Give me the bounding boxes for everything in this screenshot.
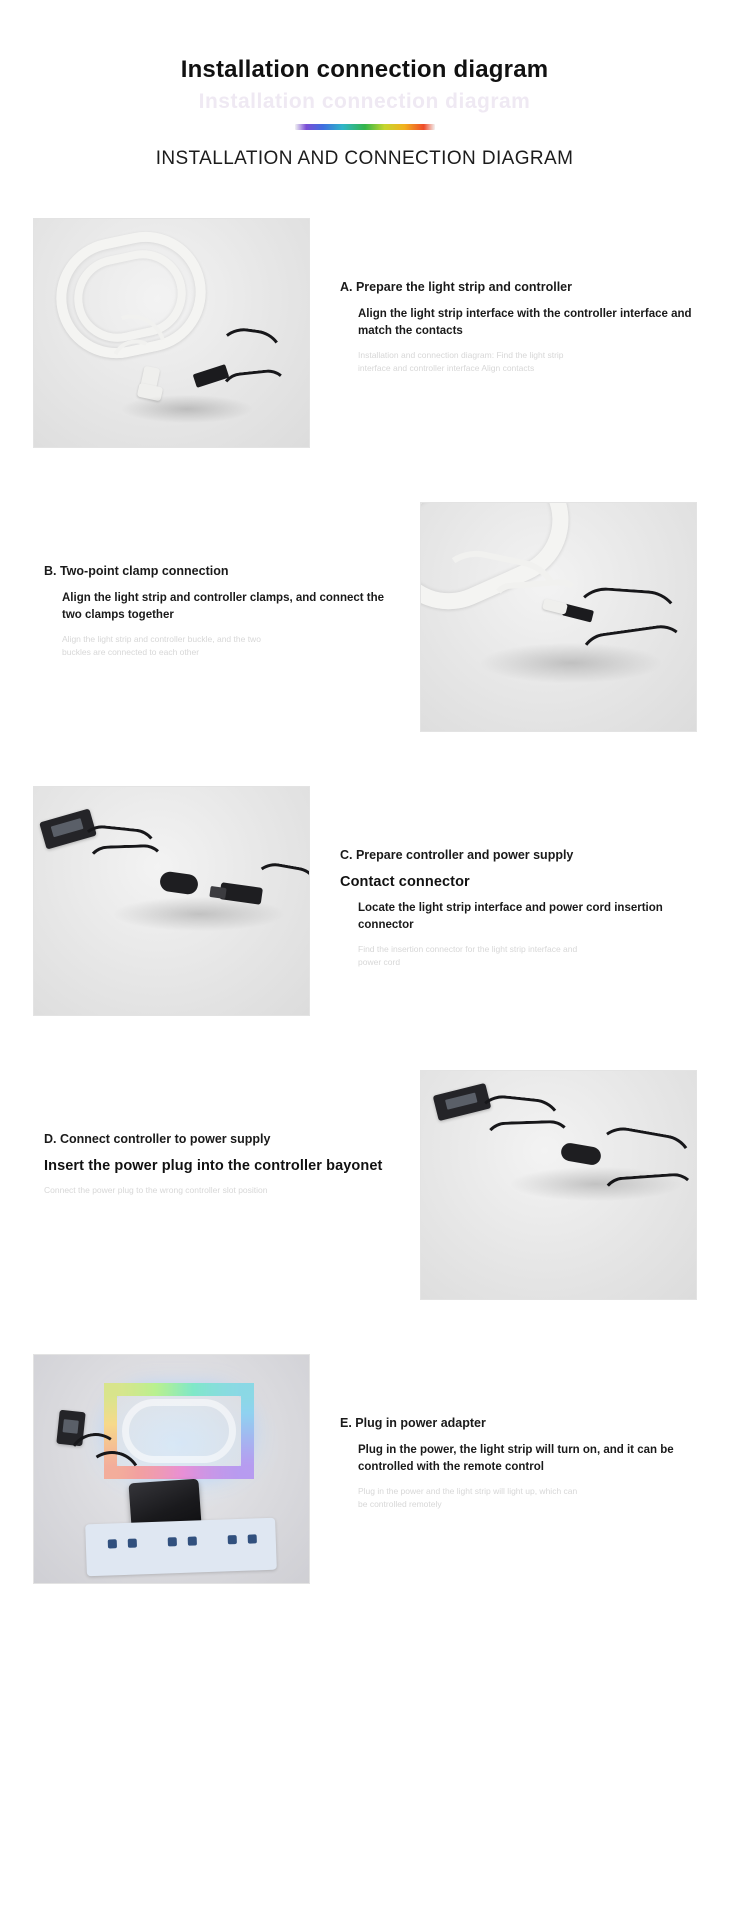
step-b-photo bbox=[420, 502, 697, 732]
page-title: Installation connection diagram bbox=[180, 56, 549, 83]
step-c-text bbox=[310, 786, 729, 969]
page-title-ghost: Installation connection diagram bbox=[198, 90, 531, 113]
step-d-note: Connect the power plug to the wrong controller slot position bbox=[44, 1185, 268, 1195]
step-b-text bbox=[0, 502, 420, 659]
page-header bbox=[0, 0, 729, 170]
step-e bbox=[0, 1354, 729, 1584]
step-a bbox=[0, 218, 729, 448]
step-a-text bbox=[310, 218, 729, 375]
step-c-title: C. Prepare controller and power supply bbox=[340, 848, 574, 862]
step-c-lead: Locate the light strip interface and power cord insertion connector bbox=[358, 902, 663, 931]
power-strip-icon bbox=[85, 1518, 277, 1577]
step-c-heading: Contact connector bbox=[340, 874, 470, 890]
rainbow-divider bbox=[295, 124, 435, 130]
step-e-text bbox=[310, 1354, 729, 1511]
step-e-title: E. Plug in power adapter bbox=[340, 1416, 486, 1430]
step-d-photo bbox=[420, 1070, 697, 1300]
step-a-note: Installation and connection diagram: Find the light strip interface and controller interface Align contacts bbox=[358, 350, 564, 374]
step-a-title: A. Prepare the light strip and controller bbox=[340, 280, 572, 294]
step-a-lead: Align the light strip interface with the controller interface and match the contacts bbox=[358, 308, 692, 337]
step-b-lead: Align the light strip and controller clamps, and connect the two clamps together bbox=[62, 592, 385, 621]
step-a-photo bbox=[33, 218, 310, 448]
step-e-lead: Plug in the power, the light strip will turn on, and it can be controlled with the remote control bbox=[358, 1444, 674, 1473]
step-e-photo bbox=[33, 1354, 310, 1584]
step-e-note: Plug in the power and the light strip will light up, which can be controlled remotely bbox=[358, 1486, 578, 1510]
step-b-title: B. Two-point clamp connection bbox=[44, 564, 229, 578]
step-b bbox=[0, 502, 729, 732]
step-c-note: Find the insertion connector for the light strip interface and power cord bbox=[358, 944, 578, 968]
step-d-heading: Insert the power plug into the controller bayonet bbox=[44, 1158, 383, 1174]
page-subtitle: INSTALLATION AND CONNECTION DIAGRAM bbox=[155, 148, 574, 169]
step-c bbox=[0, 786, 729, 1016]
step-c-photo bbox=[33, 786, 310, 1016]
steps-list bbox=[0, 218, 729, 1584]
step-d-text bbox=[0, 1070, 420, 1197]
step-d bbox=[0, 1070, 729, 1300]
step-d-title: D. Connect controller to power supply bbox=[44, 1132, 271, 1146]
step-b-note: Align the light strip and controller buckle, and the two buckles are connected to each other bbox=[62, 634, 261, 658]
